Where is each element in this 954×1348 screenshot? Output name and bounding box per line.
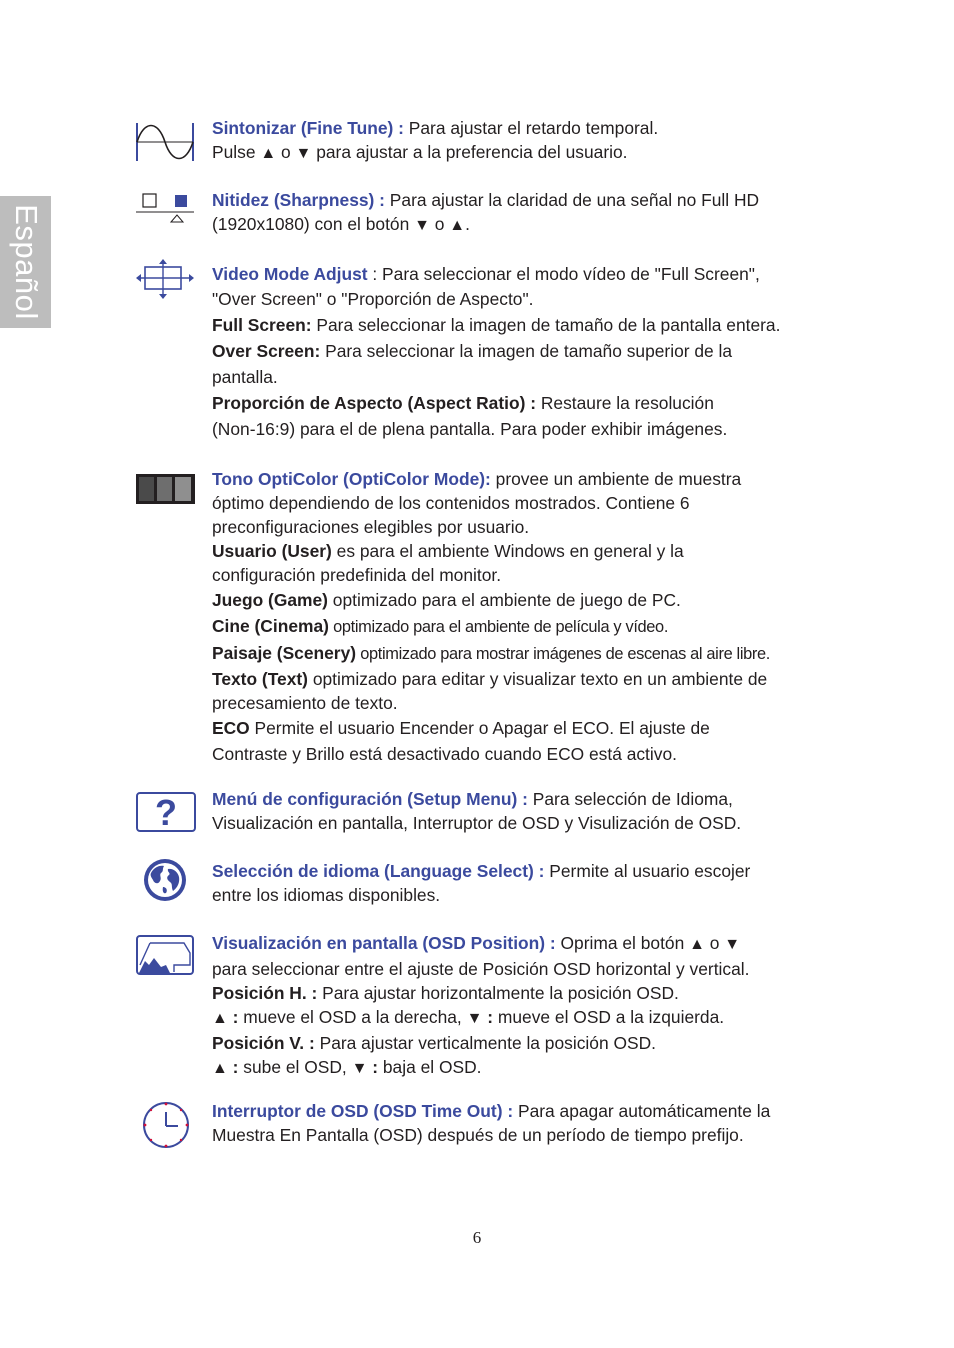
down-arrow-icon: ▼ — [295, 145, 312, 162]
fine-tune-title: Sintonizar (Fine Tune) : — [212, 118, 404, 138]
setup-menu-title: Menú de configuración (Setup Menu) : — [212, 789, 528, 809]
sharpness-icon — [136, 193, 194, 223]
down-arrow-icon: ▼ — [351, 1060, 368, 1077]
up-arrow-icon: ▲ — [689, 936, 705, 953]
video-mode-entry: Video Mode Adjust : Para seleccionar el modo vídeo de "Full Screen", "Over Screen" o "Proporción de Aspecto". Full Screen: Para seleccionar la imagen de tamaño de la pantalla entera. Over Screen: Para seleccionar la imagen de tamaño superior de la pantalla. Proporción de Aspecto (Aspect Ratio) : Restaure la resolución (Non-16:9) para el de plena pantalla. Para poder exhibir imágenes. — [212, 264, 781, 439]
language-select-title: Selección de idioma (Language Select) : — [212, 861, 545, 881]
opticolor-icon — [136, 474, 195, 504]
language-select-entry: Selección de idioma (Language Select) : Permite al usuario escojer entre los idiomas disponibles. — [212, 861, 751, 905]
up-arrow-icon: ▲ — [212, 1060, 228, 1077]
osd-position-title: Visualización en pantalla (OSD Position) : — [212, 933, 556, 953]
opticolor-title: Tono OptiColor (OptiColor Mode): — [212, 469, 491, 489]
osd-timeout-title: Interruptor de OSD (OSD Time Out) : — [212, 1101, 514, 1121]
up-arrow-icon: ▲ — [260, 145, 277, 162]
globe-icon — [142, 857, 188, 903]
setup-menu-entry: Menú de configuración (Setup Menu) : Para selección de Idioma, Visualización en pantalla, Interruptor de OSD y Visulización de OSD. — [212, 789, 742, 833]
page-number: 6 — [472, 1228, 482, 1247]
up-arrow-icon: ▲ — [212, 1010, 228, 1027]
video-mode-icon — [136, 259, 194, 299]
down-arrow-icon: ▼ — [414, 217, 430, 234]
osd-timeout-entry: Interruptor de OSD (OSD Time Out) : Para apagar automáticamente la Muestra En Pantalla (OSD) después de un período de tiempo prefijo. — [212, 1101, 771, 1145]
sharpness-title: Nitidez (Sharpness) : — [212, 190, 385, 210]
down-arrow-icon: ▼ — [466, 1010, 483, 1027]
side-tab-label: Español — [8, 204, 44, 320]
down-arrow-icon: ▼ — [724, 936, 741, 953]
clock-icon — [141, 1101, 191, 1149]
svg-text:?: ? — [155, 792, 177, 832]
question-icon — [136, 792, 196, 832]
side-tab — [0, 196, 51, 328]
fine-tune-entry: Sintonizar (Fine Tune) : Para ajustar el retardo temporal. Pulse ▲ o ▼ para ajustar a la preferencia del usuario. — [212, 118, 659, 162]
up-arrow-icon: ▲ — [449, 217, 466, 234]
opticolor-entry: Tono OptiColor (OptiColor Mode): provee un ambiente de muestra óptimo dependiendo de los contenidos mostrados. Contiene 6 preconfiguraciones elegibles por usuario. Usuario (User) es para el ambiente Windows en general y la configuración predefinida del monitor. Juego (Game) optimizado para el ambiente de juego de PC. Cine (Cinema) optimizado para el ambiente de película y vídeo. Paisaje (Scenery) optimizado para mostrar imágenes de escenas al aire libre. Texto (Text) optimizado para editar y visualizar texto en un ambiente de precesamiento de texto. ECO Permite el usuario Encender o Apagar el ECO. El ajuste de Contraste y Brillo está desactivado cuando ECO está activo. — [212, 469, 770, 764]
sine-wave-icon — [136, 123, 194, 161]
osd-position-entry: Visualización en pantalla (OSD Position) : Oprima el botón ▲ o ▼ para seleccionar entre el ajuste de Posición OSD horizontal y vertical. Posición H. : Para ajustar horizontalmente la posición OSD. ▲ : mueve el OSD a la derecha, ▼ : mueve el OSD a la izquierda. Posición V. : Para ajustar verticalmente la posición OSD. ▲ : sube el OSD, ▼ : baja el OSD. — [212, 933, 750, 1077]
video-mode-title: Video Mode Adjust — [212, 264, 368, 284]
osd-position-icon — [136, 935, 194, 975]
sharpness-entry: Nitidez (Sharpness) : Para ajustar la claridad de una señal no Full HD (1920x1080) con el botón ▼ o ▲. — [212, 190, 760, 234]
